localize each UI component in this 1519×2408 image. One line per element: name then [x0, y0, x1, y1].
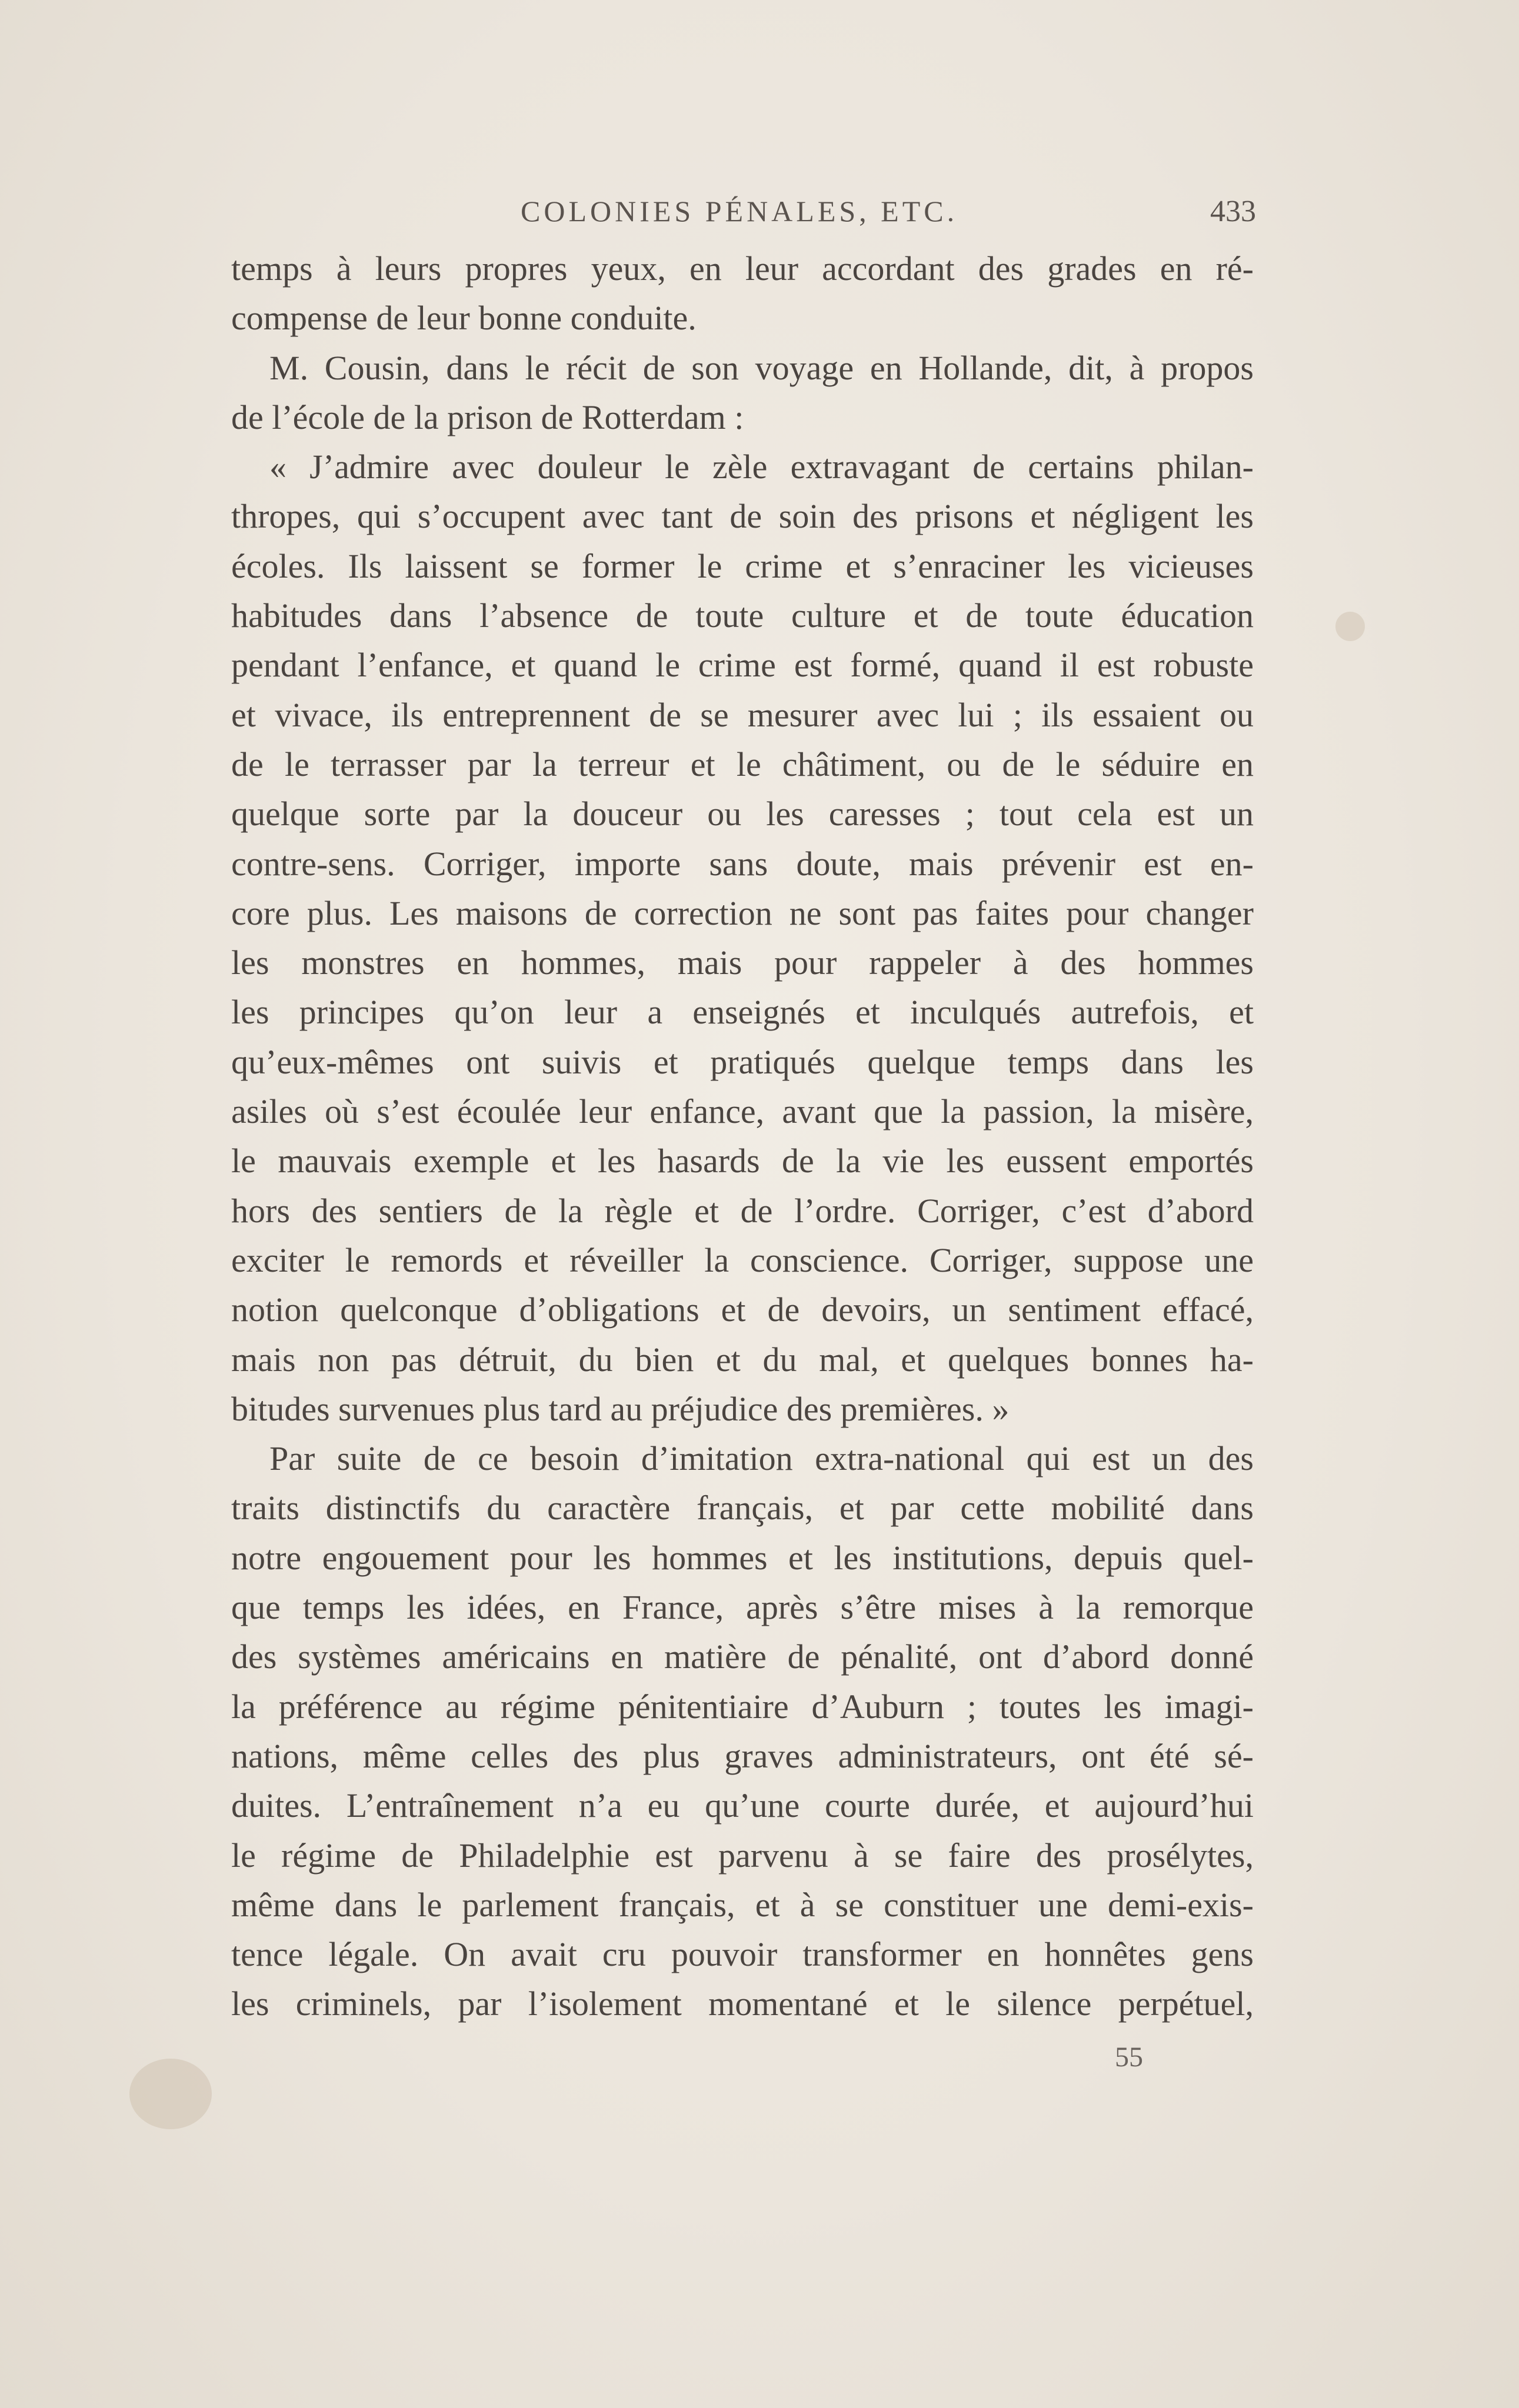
- text-line: de l’école de la prison de Rotterdam :: [231, 398, 744, 436]
- text-line: Par suite de ce besoin d’imitation extra-national qui est un des: [269, 1439, 1254, 1478]
- text-line: hors des sentiers de la règle et de l’ordre. Corriger, c’est d’abord: [231, 1191, 1254, 1230]
- text-line: contre-sens. Corriger, importe sans doute, mais prévenir est en-: [231, 844, 1254, 883]
- text-line: des systèmes américains en matière de pénalité, ont d’abord donné: [231, 1637, 1254, 1676]
- text-line: tence légale. On avait cru pouvoir transformer en honnêtes gens: [231, 1935, 1254, 1974]
- text-line: bitudes survenues plus tard au préjudice des premières. »: [231, 1389, 1010, 1428]
- text-line: le mauvais exemple et les hasards de la vie les eussent emportés: [231, 1142, 1254, 1180]
- text-line: thropes, qui s’occupent avec tant de soin des prisons et négligent les: [231, 497, 1254, 536]
- text-line: la préférence au régime pénitentiaire d’Auburn ; toutes les imagi-: [231, 1687, 1254, 1726]
- text-line: habitudes dans l’absence de toute culture et de toute éducation: [231, 596, 1254, 635]
- text-line: écoles. Ils laissent se former le crime et s’enraciner les vicieuses: [231, 546, 1254, 585]
- text-line: et vivace, ils entreprennent de se mesurer avec lui ; ils essaient ou: [231, 695, 1254, 734]
- body-text: [231, 244, 1254, 2029]
- text-line: pendant l’enfance, et quand le crime est formé, quand il est robuste: [231, 646, 1254, 685]
- text-line: de le terrasser par la terreur et le châtiment, ou de le séduire en: [231, 745, 1254, 783]
- running-title: COLONIES PÉNALES, ETC.: [521, 195, 958, 228]
- text-line: notion quelconque d’obligations et de devoirs, un sentiment effacé,: [231, 1290, 1254, 1329]
- text-line: notre engouement pour les hommes et les institutions, depuis quel-: [231, 1538, 1254, 1577]
- text-line: exciter le remords et réveiller la conscience. Corriger, suppose une: [231, 1240, 1254, 1279]
- text-line: le régime de Philadelphie est parvenu à se faire des prosélytes,: [231, 1836, 1254, 1875]
- text-line: nations, même celles des plus graves administrateurs, ont été sé-: [231, 1736, 1254, 1775]
- text-line: duites. L’entraînement n’a eu qu’une courte durée, et aujourd’hui: [231, 1786, 1254, 1825]
- text-line: compense de leur bonne conduite.: [231, 299, 697, 338]
- text-line: même dans le parlement français, et à se constituer une demi-exis-: [231, 1885, 1254, 1924]
- text-line: que temps les idées, en France, après s’être mises à la remorque: [231, 1588, 1254, 1627]
- text-line: les monstres en hommes, mais pour rappeler à des hommes: [231, 943, 1254, 982]
- text-line: temps à leurs propres yeux, en leur accordant des grades en ré-: [231, 249, 1254, 288]
- paper-stain: [129, 2059, 212, 2129]
- signature-mark: 55: [1115, 2042, 1143, 2073]
- text-line: qu’eux-mêmes ont suivis et pratiqués quelque temps dans les: [231, 1042, 1254, 1081]
- text-line: traits distinctifs du caractère français, et par cette mobilité dans: [231, 1489, 1254, 1527]
- text-line: core plus. Les maisons de correction ne sont pas faites pour changer: [231, 893, 1254, 932]
- text-line: « J’admire avec douleur le zèle extravagant de certains philan-: [269, 448, 1254, 486]
- paper-stain: [1335, 612, 1365, 641]
- page-header: [232, 194, 1256, 241]
- text-line: asiles où s’est écoulée leur enfance, avant que la passion, la misère,: [231, 1092, 1254, 1131]
- page-number: 433: [1210, 195, 1256, 228]
- text-line: mais non pas détruit, du bien et du mal, et quelques bonnes ha-: [231, 1340, 1254, 1379]
- text-line: les criminels, par l’isolement momentané et le silence perpétuel,: [231, 1985, 1254, 2023]
- text-line: M. Cousin, dans le récit de son voyage en Hollande, dit, à propos: [269, 348, 1254, 387]
- text-line: les principes qu’on leur a enseignés et inculqués autrefois, et: [231, 993, 1254, 1032]
- text-line: quelque sorte par la douceur ou les caresses ; tout cela est un: [231, 795, 1254, 833]
